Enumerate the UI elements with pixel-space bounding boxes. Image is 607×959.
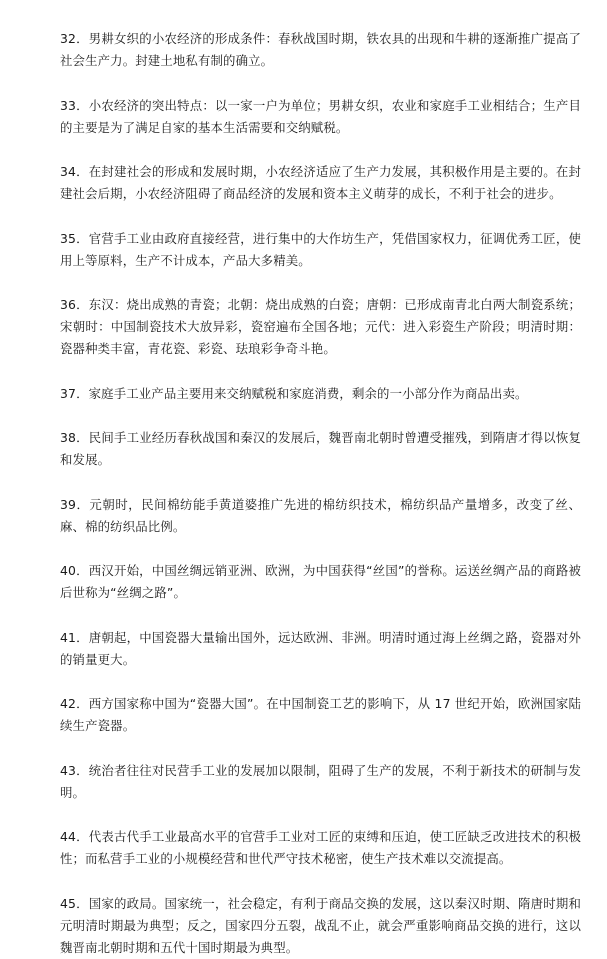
item-text: 官营手工业由政府直接经营，进行集中的大作坊生产，凭借国家权力，征调优秀工匠，使用上等原料，生产不计成本，产品大多精美。: [60, 230, 581, 268]
item-number: 37．: [60, 385, 89, 401]
item-text: 在封建社会的形成和发展时期，小农经济适应了生产力发展，其积极作用是主要的。在封建社会后期，小农经济阻碍了商品经济的发展和资本主义萌芽的成长，不利于社会的进步。: [60, 164, 581, 201]
item-number: 45．: [60, 895, 89, 911]
list-item: [60, 693, 581, 737]
list-item: [60, 161, 581, 205]
item-number: 39．: [60, 496, 90, 512]
list-item: [60, 383, 581, 405]
item-text: 西方国家称中国为“瓷器大国”。在中国制瓷工艺的影响下，从 17 世纪开始，欧洲国家陆续生产瓷器。: [60, 696, 581, 733]
item-text: 元朝时，民间棉纺能手黄道婆推广先进的棉纺织技术，棉纺织品产量增多，改变了丝、麻、棉的纺织品比例。: [60, 496, 581, 534]
item-text: 西汉开始，中国丝绸远销亚洲、欧洲，为中国获得“丝国”的誉称。运送丝绸产品的商路被后世称为“丝绸之路”。: [60, 563, 582, 600]
item-text: 国家的政局。国家统一，社会稳定，有利于商品交换的发展，这以秦汉时期、隋唐时期和元明清时期最为典型；反之，国家四分五裂，战乱不止，就会严重影响商品交换的进行，这以魏晋南北朝时期和五代十国时期最为典型。: [60, 895, 581, 955]
list-item: [60, 627, 581, 671]
item-text: 小农经济的突出特点：以一家一户为单位；男耕女织，农业和家庭手工业相结合；生产目的主要是为了满足自家的基本生活需要和交纳赋税。: [60, 97, 581, 135]
list-item: [60, 494, 581, 538]
item-number: 33．: [60, 97, 89, 113]
item-number: 38．: [60, 430, 89, 445]
list-item: [60, 294, 581, 360]
item-text: 家庭手工业产品主要用来交纳赋税和家庭消费，剩余的一小部分作为商品出卖。: [88, 385, 528, 401]
item-number: 35．: [60, 230, 89, 246]
item-text: 唐朝起，中国瓷器大量输出国外，远达欧洲、非洲。明清时通过海上丝绸之路，瓷器对外的销量更大。: [60, 629, 581, 667]
item-number: 42．: [60, 696, 89, 711]
item-number: 32．: [60, 31, 89, 46]
item-number: 36．: [60, 297, 89, 312]
list-item: [60, 826, 581, 870]
list-item: [60, 893, 581, 959]
item-text: 男耕女织的小农经济的形成条件：春秋战国时期，铁农具的出现和牛耕的逐渐推广提高了社会生产力。封建土地私有制的确立。: [60, 31, 581, 68]
item-number: 41．: [60, 629, 89, 645]
item-text: 代表古代手工业最高水平的官营手工业对工匠的束缚和压迫，使工匠缺乏改进技术的积极性；而私营手工业的小规模经营和世代严守技术秘密，使生产技术难以交流提高。: [60, 829, 581, 866]
list-item: [60, 427, 581, 471]
list-item: [60, 95, 581, 139]
item-number: 40．: [60, 563, 89, 578]
list-item: [60, 28, 581, 72]
item-number: 43．: [60, 762, 89, 778]
list-item: [60, 760, 581, 804]
item-number: 34．: [60, 164, 89, 179]
item-text: 东汉：烧出成熟的青瓷；北朝：烧出成熟的白瓷；唐朝：已形成南青北白两大制瓷系统；宋朝时：中国制瓷技术大放异彩，瓷窑遍布全国各地；元代：进入彩瓷生产阶段；明清时期：瓷器种类丰富，青花瓷、彩瓷、珐琅彩争奇斗艳。: [60, 297, 581, 356]
list-item: [60, 228, 581, 272]
item-number: 44．: [60, 829, 89, 844]
item-text: 民间手工业经历春秋战国和秦汉的发展后，魏晋南北朝时曾遭受摧残，到隋唐才得以恢复和发展。: [60, 430, 581, 467]
list-item: [60, 560, 581, 604]
item-text: 统治者往往对民营手工业的发展加以限制，阻碍了生产的发展，不利于新技术的研制与发明。: [60, 762, 581, 800]
